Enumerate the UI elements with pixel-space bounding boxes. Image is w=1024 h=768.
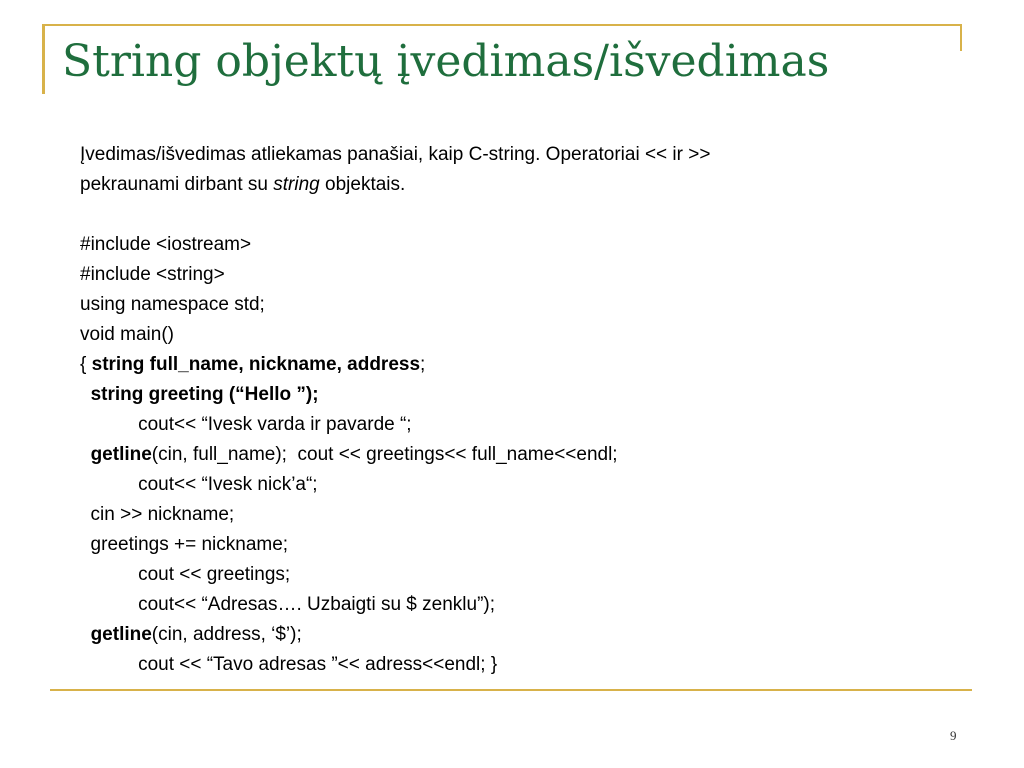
- frame-top-rule: [44, 24, 962, 26]
- intro-line-2-start: pekraunami dirbant su: [80, 174, 274, 195]
- code-line-14-indent: [80, 624, 91, 645]
- page-number: 9: [950, 728, 957, 743]
- code-line-11: greetings += nickname;: [80, 534, 289, 555]
- frame-right-rule: [960, 24, 962, 51]
- code-line-14-rest: (cin, address, ‘$’);: [151, 624, 302, 645]
- code-line-9: cout<< “Ivesk nick’a“;: [80, 474, 318, 495]
- code-line-7: cout<< “Ivesk varda ir pavarde “;: [80, 414, 412, 435]
- code-line-8-keyword: getline: [90, 444, 152, 465]
- code-line-12: cout << greetings;: [80, 564, 291, 585]
- code-line-2: #include <string>: [80, 264, 225, 285]
- code-line-14-keyword: getline: [90, 624, 152, 645]
- code-line-6-declaration: string greeting (“Hello ”);: [90, 384, 319, 405]
- code-line-8-rest: (cin, full_name); cout << greetings<< full_name<<endl;: [151, 444, 618, 465]
- code-line-10: cin >> nickname;: [80, 504, 235, 525]
- code-line-8: [80, 440, 960, 470]
- intro-line-2: [80, 170, 960, 200]
- code-line-5-brace: {: [80, 354, 92, 375]
- intro-line-2-end: objektais.: [319, 174, 406, 195]
- intro-line-2-emphasis: string: [273, 174, 320, 195]
- code-line-5: [80, 350, 960, 380]
- slide-title: String objektų įvedimas/išvedimas: [62, 36, 830, 87]
- code-line-8-indent: [80, 444, 91, 465]
- code-line-15: cout << “Tavo adresas ”<< adress<<endl; }: [80, 654, 498, 675]
- code-line-6-indent: [80, 384, 91, 405]
- code-line-5-semicolon: ;: [420, 354, 426, 375]
- code-line-6: [80, 380, 960, 410]
- code-line-14: [80, 620, 960, 650]
- code-line-13: cout<< “Adresas…. Uzbaigti su $ zenklu”);: [80, 594, 496, 615]
- code-line-1: #include <iostream>: [80, 234, 252, 255]
- frame-left-rule: [42, 24, 45, 94]
- code-line-4: void main(): [80, 324, 174, 345]
- code-line-3: using namespace std;: [80, 294, 265, 315]
- blank-line: [80, 200, 960, 230]
- slide-body: [80, 140, 960, 680]
- intro-line-1: Įvedimas/išvedimas atliekamas panašiai, kaip C-string. Operatoriai << ir >>: [80, 144, 711, 165]
- code-line-5-declaration: string full_name, nickname, address: [91, 354, 421, 375]
- bottom-rule: [50, 689, 972, 691]
